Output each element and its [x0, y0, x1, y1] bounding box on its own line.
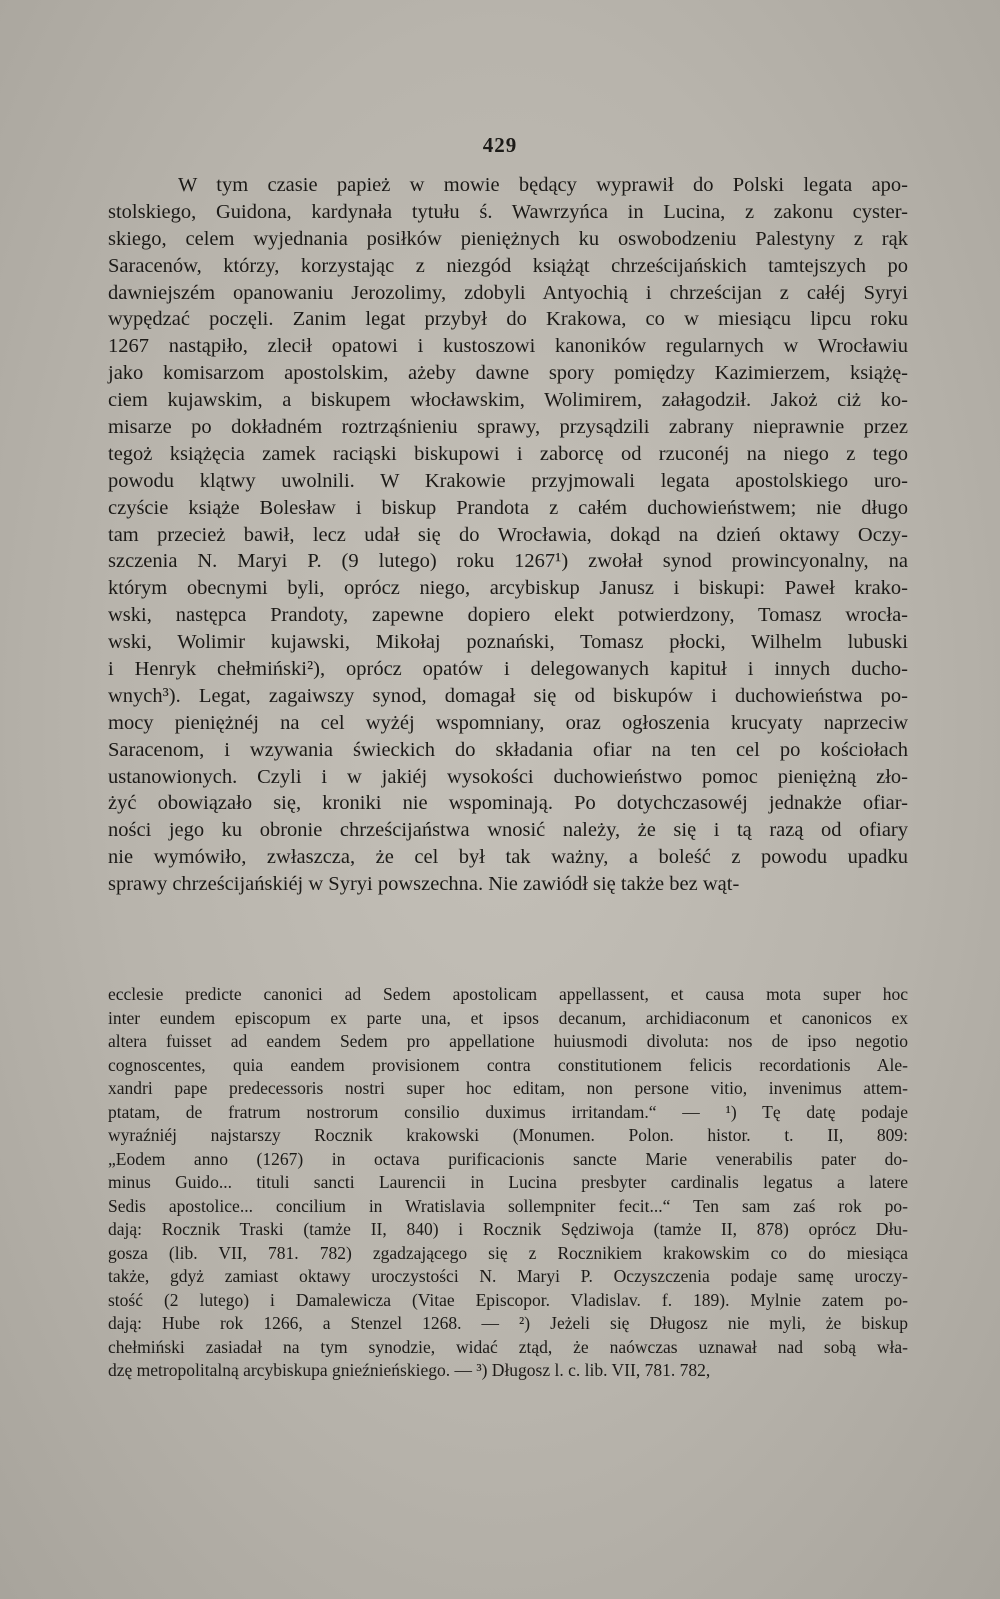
text-line: ustanowionych. Czyli i w jakiéj wysokości duchowieństwo pomoc pieniężną zło-: [108, 765, 908, 788]
footnote-line: także, gdyż zamiast oktawy uroczystości N. Maryi P. Oczyszczenia podaje samę uroczy-: [108, 1266, 908, 1286]
text-line: sprawy chrześcijańskiéj w Syryi powszechna. Nie zawiódł się także bez wąt-: [108, 873, 740, 896]
footnote-line: altera fuisset ad eandem Sedem pro appellatione huiusmodi divoluta: nos de ipso negotio: [108, 1031, 908, 1051]
text-line: tam przecież bawił, lecz udał się do Wrocławia, dokąd na dzień oktawy Oczy-: [108, 523, 908, 546]
footnote-line: stość (2 lutego) i Damalewicza (Vitae Episcopor. Vladislav. f. 189). Mylnie zatem po-: [108, 1289, 908, 1310]
footnotes-block: [108, 983, 908, 1383]
text-line: ciem kujawskim, a biskupem włocławskim, Wolimirem, załagodził. Jakoż ciż ko-: [108, 389, 908, 412]
text-line: powodu klątwy uwolnili. W Krakowie przyjmowali legata apostolskiego uro-: [108, 469, 908, 492]
text-line: jako komisarzom apostolskim, ażeby dawne spory pomiędzy Kazimierzem, książę-: [108, 362, 908, 385]
text-line: stolskiego, Guidona, kardynała tytułu ś. Wawrzyńca in Lucina, z zakonu cyster-: [108, 200, 908, 223]
footnote-line: dają: Hube rok 1266, a Stenzel 1268. — ²) Jeżeli się Długosz nie myli, że biskup: [108, 1313, 908, 1333]
text-line: nie wymówiło, zwłaszcza, że cel był tak ważny, a boleść z powodu upadku: [108, 846, 908, 869]
text-line: wypędzać poczęli. Zanim legat przybył do Krakowa, co w miesiącu lipcu roku: [108, 308, 908, 331]
text-line: szczenia N. Maryi P. (9 lutego) roku 1267¹) zwołał synod prowincyonalny, na: [108, 550, 908, 573]
text-line: czyście książe Bolesław i biskup Prandota z całém duchowieństwem; nie długo: [108, 496, 908, 519]
text-line: Saracenów, którzy, korzystając z niezgód książąt chrześcijańskich tamtejszych po: [108, 254, 908, 277]
footnote-line: „Eodem anno (1267) in octava purificacionis sancte Marie venerabilis pater do-: [108, 1148, 908, 1169]
text-line: W tym czasie papież w mowie będący wyprawił do Polski legata apo-: [178, 174, 908, 196]
main-text-block: [108, 172, 908, 898]
text-line: ności jego ku obronie chrześcijaństwa wnosić należy, że się i tą razą od ofiary: [108, 819, 908, 842]
footnote-line: ecclesie predicte canonici ad Sedem apostolicam appellassent, et causa mota super hoc: [108, 984, 908, 1004]
text-line: wski, Wolimir kujawski, Mikołaj poznański, Tomasz płocki, Wilhelm lubuski: [108, 631, 908, 654]
text-line: mocy pieniężnéj na cel wyżéj wspomniany, oraz ogłoszenia krucyaty naprzeciw: [108, 711, 908, 734]
text-line: i Henryk chełmiński²), oprócz opatów i delegowanych kapituł i innych ducho-: [108, 658, 908, 681]
footnote-line: dają: Rocznik Traski (tamże II, 840) i Rocznik Sędziwoja (tamże II, 878) oprócz Dłu-: [108, 1219, 908, 1239]
text-line: wski, następca Prandoty, zapewne dopiero elekt potwierdzony, Tomasz wrocła-: [108, 604, 908, 627]
footnote-line: cognoscentes, quia eandem provisionem contra constitutionem felicis recordationis Ale-: [108, 1054, 908, 1075]
footnote-line: inter eundem episcopum ex parte una, et ipsos decanum, archidiaconum et canonicos ex: [108, 1007, 908, 1028]
footnote-line: ptatam, de fratrum nostrorum consilio duximus irritandam.“ — ¹) Tę datę podaje: [108, 1101, 908, 1122]
footnote-line: Sedis apostolice... concilium in Wratislavia sollempniter fecit...“ Ten sam zaś rok po-: [108, 1195, 908, 1216]
page-number: 429: [482, 133, 518, 157]
text-line: dawniejszém opanowaniu Jerozolimy, zdobyli Antyochią i chrześcijan z całéj Syryi: [108, 281, 908, 304]
footnote-line: gosza (lib. VII, 781. 782) zgadzającego się z Rocznikiem krakowskim co do miesiąca: [108, 1242, 908, 1263]
text-line: którym obecnymi byli, oprócz niego, arcybiskup Janusz i biskupi: Paweł krako-: [108, 577, 908, 600]
text-line: żyć obowiązało się, kroniki nie wspominają. Po dotychczasowéj jednakże ofiar-: [108, 792, 908, 815]
text-line: tegoż książęcia zamek raciąski biskupowi i zaborcę od rzuconéj na niego z tego: [108, 442, 908, 465]
footnote-line: chełmiński zasiadał na tym synodzie, widać ztąd, że naówczas uznawał nad sobą wła-: [108, 1336, 908, 1357]
footnote-line: dzę metropolitalną arcybiskupa gnieźnieńskiego. — ³) Długosz l. c. lib. VII, 781. 782,: [108, 1360, 711, 1380]
footnote-line: minus Guido... tituli sancti Laurencii in Lucina presbyter cardinalis legatus a latere: [108, 1172, 908, 1192]
text-line: misarze po dokładném roztrząśnieniu sprawy, przysądzili zabrany nieprawnie przez: [108, 416, 908, 439]
text-line: skiego, celem wyjednania posiłków pieniężnych ku oswobodzeniu Palestyny z rąk: [108, 227, 908, 250]
footnote-line: xandri pape predecessoris nostri super hoc editam, non persone vitio, invenimus attem-: [108, 1078, 908, 1098]
text-line: wnych³). Legat, zagaiwszy synod, domagał się od biskupów i duchowieństwa po-: [108, 684, 908, 707]
text-line: 1267 nastąpiło, zlecił opatowi i kustoszowi kanoników regularnych w Wrocławiu: [108, 335, 908, 358]
text-line: Saracenom, i wzywania świeckich do składania ofiar na ten cel po kościołach: [108, 738, 908, 761]
footnote-line: wyraźniéj najstarszy Rocznik krakowski (Monumen. Polon. histor. t. II, 809:: [108, 1125, 908, 1145]
